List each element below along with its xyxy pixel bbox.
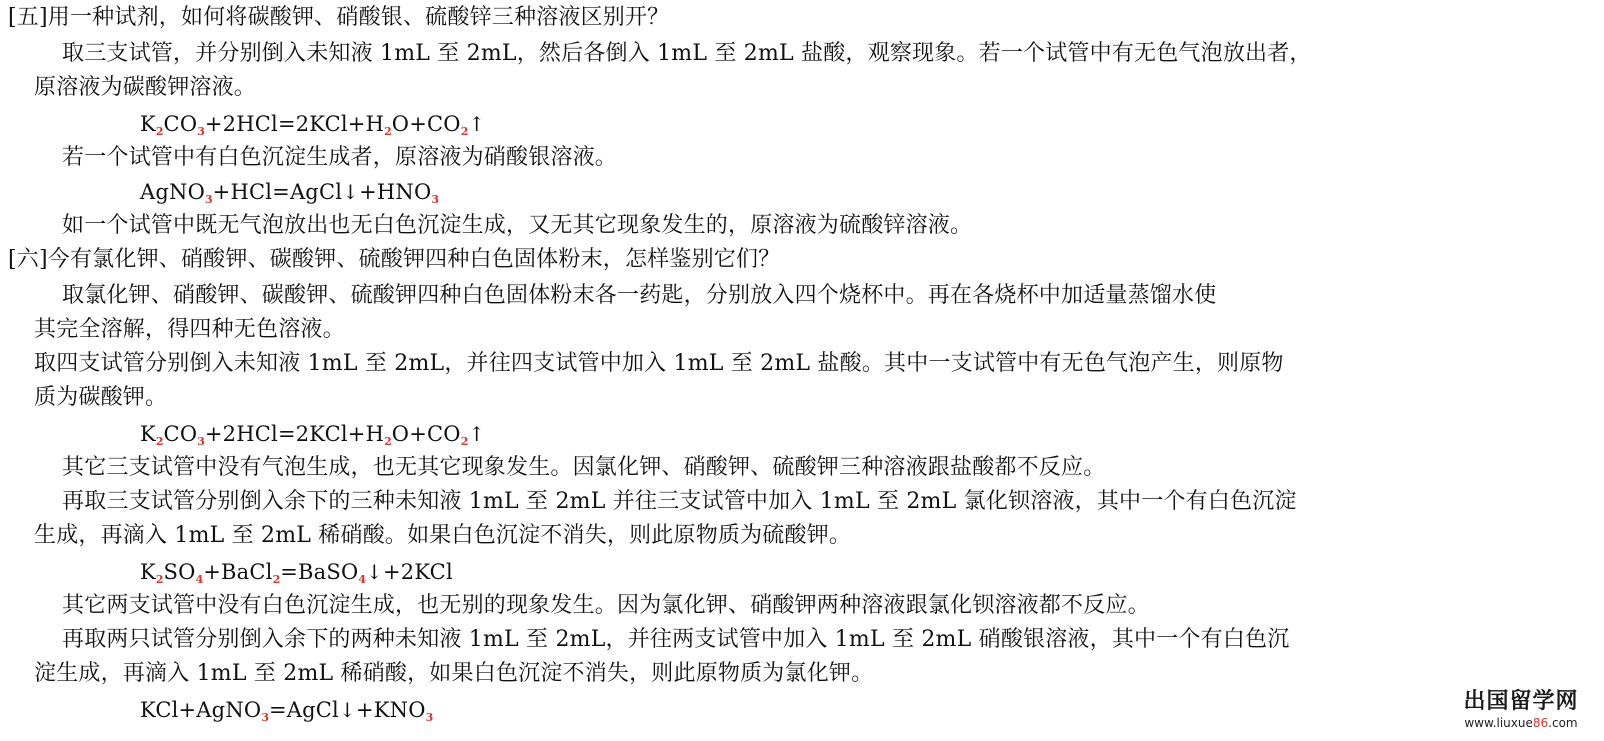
eq-subscript: 3 [197,125,205,138]
eq-text: +HCl=AgCl [212,180,343,204]
section5-paragraph3: 如一个试管中既无气泡放出也无白色沉淀生成，又无其它现象发生的，原溶液为硫酸锌溶液。 [62,213,973,238]
section6-equation1 [140,420,485,456]
section6-paragraph4-line2: 生成，再滴入 1mL 至 2mL 稀硝酸。如果白色沉淀不消失，则此原物质为硫酸钾。 [34,523,852,548]
eq-subscript: 4 [358,573,367,586]
site-watermark [1446,689,1596,739]
eq-subscript: 2 [155,125,164,138]
watermark-title: 出国留学网 [1463,689,1579,714]
section5-paragraph2: 若一个试管中有白色沉淀生成者，原溶液为硝酸银溶液。 [62,145,618,170]
eq-text: CO [163,422,198,446]
section6-equation2 [140,558,453,594]
precipitate-down-arrow-icon: ↓ [338,698,356,722]
eq-subscript: 2 [272,573,281,586]
section5-equation2 [140,178,439,214]
eq-text: KCl+AgNO [140,698,262,722]
eq-text: SO [163,560,196,584]
eq-subscript: 3 [431,193,440,206]
section6-paragraph5: 其它两支试管中没有白色沉淀生成，也无别的现象发生。因为氯化钾、硝酸钾两种溶液跟氯化钡溶液都不反应。 [62,593,1150,618]
section6-paragraph2-line2: 质为碳酸钾。 [34,385,168,410]
eq-text: =AgCl [268,698,339,722]
section6-equation3 [140,696,433,732]
section6-heading: [六]今有氯化钾、硝酸钾、碳酸钾、硫酸钾四种白色固体粉末，怎样鉴别它们？ [8,247,781,272]
section5-paragraph1-line1: 取三支试管，并分别倒入未知液 1mL 至 2mL，然后各倒入 1mL 至 2mL 盐酸，观察现象。若一个试管中有无色气泡放出者， [62,41,1312,66]
eq-subscript: 3 [425,711,434,724]
eq-text: +KNO [355,698,426,722]
eq-text: AgNO [140,180,205,204]
eq-text: K [140,422,156,446]
eq-subscript: 3 [197,435,205,448]
eq-text: +HNO [359,180,432,204]
watermark-url-highlight: 86 [1532,716,1549,730]
section6-paragraph2-line1: 取四支试管分别倒入未知液 1mL 至 2mL，并往四支试管中加入 1mL 至 2mL 盐酸。其中一支试管中有无色气泡产生，则原物 [34,351,1284,376]
section6-paragraph6-line2: 淀生成，再滴入 1mL 至 2mL 稀硝酸，如果白色沉淀不消失，则此原物质为氯化钾。 [34,661,874,686]
precipitate-down-arrow-icon: ↓ [342,180,360,204]
precipitate-down-arrow-icon: ↓ [366,560,383,584]
eq-subscript: 2 [155,573,164,586]
eq-subscript: 2 [460,435,469,448]
eq-text: K [140,560,156,584]
section6-paragraph3: 其它三支试管中没有气泡生成，也无其它现象发生。因氯化钾、硝酸钾、硫酸钾三种溶液跟盐酸都不反应。 [62,455,1106,480]
watermark-url [1446,715,1596,731]
section5-equation1 [140,110,485,146]
eq-text: K [140,112,156,136]
eq-subscript: 2 [384,125,392,138]
eq-subscript: 3 [205,193,213,206]
eq-subscript: 2 [155,435,164,448]
gas-up-arrow-icon: ↑ [468,112,486,136]
eq-text: CO [163,112,198,136]
watermark-url-suffix: .com [1548,716,1578,730]
eq-subscript: 2 [384,435,392,448]
eq-subscript: 3 [261,711,269,724]
section6-paragraph1-line2: 其完全溶解，得四种无色溶液。 [34,317,345,342]
section5-heading: [五]用一种试剂，如何将碳酸钾、硝酸银、硫酸锌三种溶液区别开？ [8,5,670,30]
section6-paragraph1-line1: 取氯化钾、硝酸钾、碳酸钾、硫酸钾四种白色固体粉末各一药匙，分别放入四个烧杯中。再在各烧杯中加适量蒸馏水使 [62,283,1217,308]
eq-subscript: 2 [460,125,469,138]
section5-paragraph1-line2: 原溶液为碳酸钾溶液。 [34,75,257,100]
eq-text: O+CO [391,422,461,446]
eq-subscript: 4 [195,573,204,586]
gas-up-arrow-icon: ↑ [468,422,486,446]
section6-paragraph4-line1: 再取三支试管分别倒入余下的三种未知液 1mL 至 2mL 并往三支试管中加入 1mL 至 2mL 氯化钡溶液，其中一个有白色沉淀 [62,489,1297,514]
eq-text: +BaCl [203,560,273,584]
eq-text: +2KCl [383,560,453,584]
watermark-url-prefix: www.liuxue [1464,716,1533,730]
eq-text: +2HCl=2KCl+H [204,112,385,136]
eq-text: O+CO [391,112,461,136]
eq-text: =BaSO [280,560,359,584]
section6-paragraph6-line1: 再取两只试管分别倒入余下的两种未知液 1mL 至 2mL，并往两支试管中加入 1mL 至 2mL 硝酸银溶液，其中一个有白色沉 [62,627,1290,652]
eq-text: +2HCl=2KCl+H [204,422,385,446]
